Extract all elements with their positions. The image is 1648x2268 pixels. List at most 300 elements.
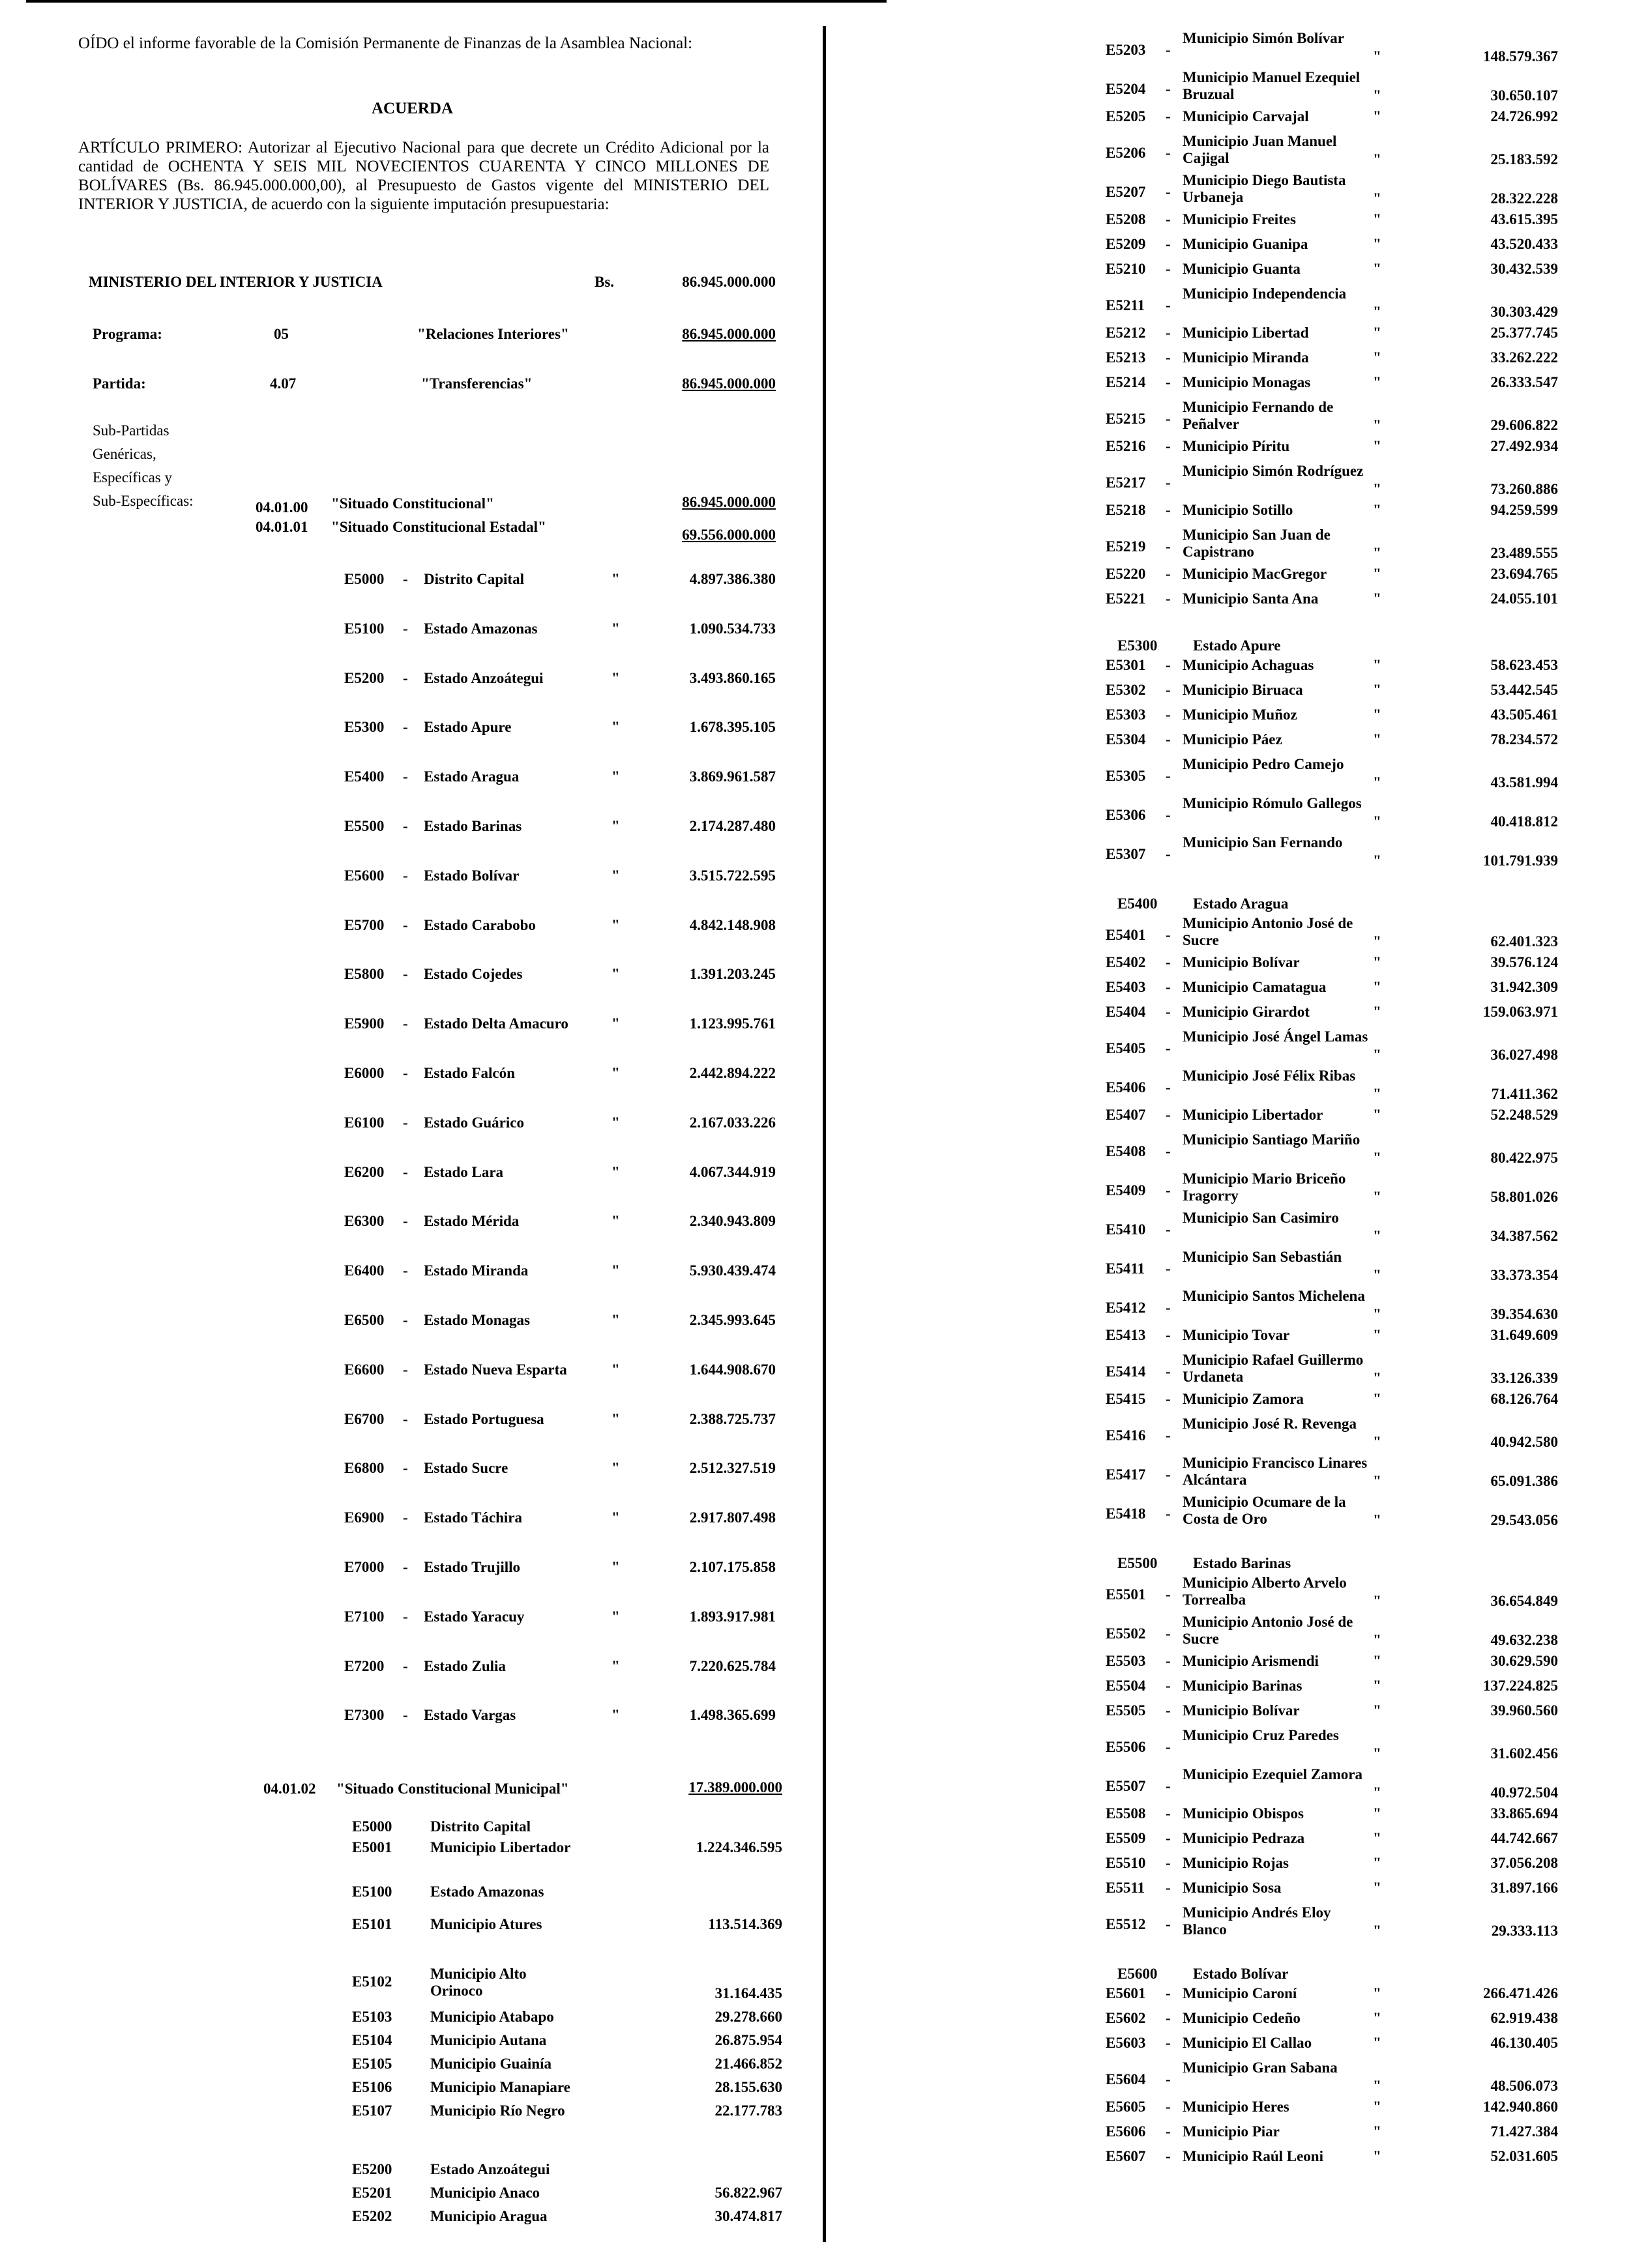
top-rule [26, 0, 887, 3]
e5105-code: E5105 [352, 2056, 392, 2072]
ditto-mark: " [1373, 1923, 1381, 1939]
municipio-amount: 30.629.590 [1490, 1653, 1558, 1669]
ditto-mark: " [1373, 190, 1381, 207]
municipio-name: Municipio Heres [1183, 2099, 1289, 2115]
municipio-name: Municipio MacGregor [1183, 566, 1327, 582]
municipio-code: E5305 [1106, 768, 1146, 784]
dash-separator: - [1166, 1107, 1171, 1123]
dash-separator: - [1166, 1625, 1171, 1642]
estado-name: Estado Mérida [424, 1213, 520, 1230]
estado-code: E5800 [344, 966, 385, 983]
e5001-amount: 1.224.346.595 [696, 1839, 782, 1855]
municipio-name: Municipio San Juan de Capistrano [1183, 527, 1331, 560]
dash-separator: - [1166, 2123, 1171, 2140]
e5001-code: E5001 [352, 1839, 392, 1855]
dash-separator: - [403, 1608, 408, 1625]
ditto-mark: " [1373, 108, 1381, 124]
estado-name: Estado Barinas [424, 818, 522, 834]
municipio-code: E5506 [1106, 1739, 1146, 1755]
ditto-mark: " [1373, 1745, 1381, 1762]
estado-code: E5300 [344, 719, 385, 736]
municipio-name: Municipio Miranda [1183, 349, 1309, 366]
e5202-amount: 30.474.817 [714, 2208, 782, 2224]
municipio-name: Municipio Sosa [1183, 1880, 1282, 1896]
dash-separator: - [403, 1460, 408, 1477]
ditto-mark: " [1373, 211, 1381, 227]
municipio-code: E5217 [1106, 474, 1146, 491]
municipio-name: Municipio Bolívar [1183, 954, 1300, 970]
ditto-mark: " [611, 1608, 620, 1625]
estado-amount: 2.340.943.809 [689, 1213, 776, 1230]
estado-name: Distrito Capital [424, 571, 524, 587]
estado-amount: 3.493.860.165 [689, 669, 776, 686]
dash-separator: - [403, 916, 408, 933]
e5202-code: E5202 [352, 2208, 392, 2224]
dash-separator: - [1166, 706, 1171, 723]
ditto-mark: " [1373, 1327, 1381, 1343]
estado-amount: 2.345.993.645 [689, 1312, 776, 1328]
dash-separator: - [1166, 2148, 1171, 2164]
sub-label-1: Sub-Partidas [93, 422, 169, 439]
municipio-amount: 37.056.208 [1490, 1855, 1558, 1871]
e5104-code: E5104 [352, 2032, 392, 2048]
dash-separator: - [403, 620, 408, 637]
dash-separator: - [1166, 1466, 1171, 1483]
dash-separator: - [1166, 261, 1171, 277]
municipio-code: E5218 [1106, 502, 1146, 518]
estado-amount: 1.123.995.761 [689, 1015, 776, 1032]
municipio-name: Municipio Pedraza [1183, 1830, 1305, 1846]
municipio-amount: 31.649.609 [1490, 1327, 1558, 1343]
estado-name: Estado Carabobo [424, 916, 536, 933]
ditto-mark: " [611, 719, 620, 736]
municipio-amount: 25.183.592 [1490, 151, 1558, 167]
ditto-mark: " [1373, 1189, 1381, 1205]
municipio-name: Municipio Muñoz [1183, 706, 1297, 723]
estado-name: Estado Táchira [424, 1509, 523, 1526]
estado-code: E6400 [344, 1262, 385, 1279]
section-code: E5500 [1117, 1555, 1158, 1571]
municipio-amount: 68.126.764 [1490, 1391, 1558, 1407]
dash-separator: - [403, 1559, 408, 1575]
municipio-amount: 52.031.605 [1490, 2148, 1558, 2164]
municipio-amount: 39.576.124 [1490, 954, 1558, 970]
ministerio-label: MINISTERIO DEL INTERIOR Y JUSTICIA [89, 274, 383, 290]
dash-separator: - [1166, 42, 1171, 58]
dash-separator: - [403, 966, 408, 983]
municipio-name: Municipio Andrés Eloy Blanco [1183, 1904, 1331, 1938]
municipio-code: E5603 [1106, 2035, 1146, 2051]
estado-code: E6000 [344, 1065, 385, 1081]
section-e5100-code: E5100 [352, 1883, 392, 1900]
dash-separator: - [1166, 768, 1171, 784]
ditto-mark: " [611, 1262, 620, 1279]
dash-separator: - [1166, 184, 1171, 200]
dash-separator: - [1166, 145, 1171, 161]
estado-code: E5500 [344, 818, 385, 834]
municipio-code: E5411 [1106, 1260, 1145, 1277]
dash-separator: - [1166, 297, 1171, 313]
e5104-amount: 26.875.954 [714, 2032, 782, 2048]
municipio-code: E5307 [1106, 846, 1146, 862]
dash-separator: - [403, 669, 408, 686]
estado-code: E5400 [344, 768, 385, 785]
oido-paragraph: OÍDO el informe favorable de la Comisión Permanente de Finanzas de la Asamblea Nacional: [78, 35, 693, 52]
estado-name: Estado Miranda [424, 1262, 529, 1279]
estado-code: E7100 [344, 1608, 385, 1625]
estado-name: Estado Apure [424, 719, 512, 736]
municipio-name: Municipio Santiago Mariño [1183, 1131, 1361, 1148]
section-e5100-name: Estado Amazonas [430, 1883, 544, 1900]
municipio-amount: 58.801.026 [1490, 1189, 1558, 1205]
ditto-mark: " [1373, 1678, 1381, 1694]
municipio-name: Municipio Simón Rodríguez [1183, 463, 1364, 479]
municipio-amount: 44.742.667 [1490, 1830, 1558, 1846]
ditto-mark: " [611, 1065, 620, 1081]
municipio-code: E5204 [1106, 81, 1146, 97]
municipio-name: Municipio Zamora [1183, 1391, 1304, 1407]
ditto-mark: " [1373, 1855, 1381, 1871]
e5105-name: Municipio Guainía [430, 2056, 552, 2072]
municipio-name: Municipio Pedro Camejo [1183, 756, 1344, 772]
s1-code: 04.01.00 [256, 499, 308, 516]
municipio-amount: 94.259.599 [1490, 502, 1558, 518]
municipio-code: E5212 [1106, 325, 1146, 341]
dash-separator: - [1166, 1805, 1171, 1822]
municipio-amount: 148.579.367 [1483, 48, 1558, 65]
municipio-name: Municipio José Ángel Lamas [1183, 1028, 1368, 1045]
estado-code: E5200 [344, 669, 385, 686]
dash-separator: - [403, 1312, 408, 1328]
municipio-name: Municipio Freites [1183, 211, 1296, 227]
estado-name: Estado Yaracuy [424, 1608, 525, 1625]
ditto-mark: " [1373, 2078, 1381, 2094]
municipio-code: E5503 [1106, 1653, 1146, 1669]
dash-separator: - [1166, 1327, 1171, 1343]
dash-separator: - [1166, 411, 1171, 427]
ditto-mark: " [1373, 1473, 1381, 1489]
ditto-mark: " [1373, 2010, 1381, 2026]
ditto-mark: " [1373, 1593, 1381, 1609]
sub-label-4: Sub-Específicas: [93, 493, 194, 509]
ditto-mark: " [1373, 1047, 1381, 1063]
dash-separator: - [1166, 731, 1171, 748]
municipio-amount: 33.126.339 [1490, 1370, 1558, 1386]
ditto-mark: " [1373, 374, 1381, 390]
municipio-amount: 142.940.860 [1483, 2099, 1558, 2115]
ditto-mark: " [611, 1163, 620, 1180]
municipio-code: E5607 [1106, 2148, 1146, 2164]
municipio-amount: 28.322.228 [1490, 190, 1558, 207]
municipio-name: Municipio El Callao [1183, 2035, 1312, 2051]
municipio-name: Municipio Guanipa [1183, 236, 1308, 252]
ditto-mark: " [611, 1657, 620, 1674]
section-name: Estado Aragua [1193, 895, 1289, 912]
estado-amount: 2.174.287.480 [689, 818, 776, 834]
section-name: Estado Barinas [1193, 1555, 1291, 1571]
programa-amount: 86.945.000.000 [682, 326, 776, 342]
municipio-code: E5414 [1106, 1363, 1146, 1380]
municipio-amount: 52.248.529 [1490, 1107, 1558, 1123]
column-divider [823, 26, 826, 2242]
municipio-code: E5221 [1106, 590, 1146, 607]
section-e5000-code: E5000 [352, 1818, 392, 1835]
municipio-amount: 43.581.994 [1490, 774, 1558, 791]
estado-code: E5100 [344, 620, 385, 637]
programa-label: Programa: [93, 326, 162, 342]
dash-separator: - [1166, 211, 1171, 227]
municipio-code: E5407 [1106, 1107, 1146, 1123]
estado-amount: 2.167.033.226 [689, 1114, 776, 1131]
municipio-code: E5415 [1106, 1391, 1146, 1407]
dash-separator: - [403, 1114, 408, 1131]
s2-amount: 69.556.000.000 [682, 527, 776, 543]
e5107-code: E5107 [352, 2102, 392, 2119]
municipio-name: Municipio Juan Manuel Cajigal [1183, 133, 1337, 166]
municipio-code: E5510 [1106, 1855, 1146, 1871]
estado-name: Estado Portuguesa [424, 1410, 544, 1427]
municipio-code: E5501 [1106, 1586, 1146, 1603]
dash-separator: - [1166, 538, 1171, 555]
municipio-amount: 29.543.056 [1490, 1512, 1558, 1528]
estado-amount: 5.930.439.474 [689, 1262, 776, 1279]
dash-separator: - [1166, 954, 1171, 970]
municipio-name: Municipio Páez [1183, 731, 1282, 748]
dash-separator: - [403, 1262, 408, 1279]
dash-separator: - [1166, 2035, 1171, 2051]
municipio-name: Municipio San Sebastián [1183, 1249, 1342, 1265]
estado-amount: 2.388.725.737 [689, 1410, 776, 1427]
estado-code: E6200 [344, 1163, 385, 1180]
municipio-code: E5303 [1106, 706, 1146, 723]
e5202-name: Municipio Aragua [430, 2208, 548, 2224]
dash-separator: - [1166, 1182, 1171, 1199]
estado-name: Estado Anzoátegui [424, 669, 544, 686]
dash-separator: - [403, 719, 408, 736]
municipio-name: Municipio Tovar [1183, 1327, 1290, 1343]
estado-amount: 7.220.625.784 [689, 1657, 776, 1674]
dash-separator: - [1166, 1778, 1171, 1794]
ditto-mark: " [1373, 236, 1381, 252]
municipio-amount: 29.333.113 [1491, 1923, 1558, 1939]
ditto-mark: " [1373, 151, 1381, 167]
municipio-code: E5214 [1106, 374, 1146, 390]
estado-name: Estado Vargas [424, 1707, 516, 1724]
e5103-name: Municipio Atabapo [430, 2009, 554, 2025]
dash-separator: - [1166, 846, 1171, 862]
dash-separator: - [1166, 1079, 1171, 1096]
dash-separator: - [1166, 1586, 1171, 1603]
estado-name: Estado Delta Amacuro [424, 1015, 568, 1032]
ditto-mark: " [1373, 1702, 1381, 1719]
e5101-code: E5101 [352, 1916, 392, 1932]
municipio-name: Municipio Antonio José de Sucre [1183, 915, 1353, 948]
municipio-code: E5404 [1106, 1004, 1146, 1020]
municipio-code: E5605 [1106, 2099, 1146, 2115]
dash-separator: - [1166, 1916, 1171, 1932]
municipio-amount: 62.919.438 [1490, 2010, 1558, 2026]
municipio-amount: 101.791.939 [1483, 852, 1558, 869]
dash-separator: - [1166, 1653, 1171, 1669]
ditto-mark: " [1373, 1391, 1381, 1407]
municipio-name: Municipio Alberto Arvelo Torrealba [1183, 1575, 1347, 1608]
municipio-name: Municipio Ocumare de la Costa de Oro [1183, 1494, 1346, 1527]
municipio-code: E5416 [1106, 1427, 1146, 1444]
municipio-code: E5413 [1106, 1327, 1146, 1343]
ditto-mark: " [1373, 87, 1381, 104]
municipio-amount: 33.262.222 [1490, 349, 1558, 366]
ditto-mark: " [1373, 2035, 1381, 2051]
ditto-mark: " [1373, 1434, 1381, 1450]
municipio-code: E5211 [1106, 297, 1145, 313]
estado-name: Estado Zulia [424, 1657, 506, 1674]
dash-separator: - [1166, 927, 1171, 943]
estado-name: Estado Trujillo [424, 1559, 521, 1575]
partida-name: "Transferencias" [421, 375, 533, 392]
section-e5200-code: E5200 [352, 2161, 392, 2177]
dash-separator: - [1166, 979, 1171, 995]
bs-label: Bs. [595, 274, 615, 290]
municipio-name: Municipio Antonio José de Sucre [1183, 1614, 1353, 1647]
ditto-mark: " [611, 620, 620, 637]
s3-name: "Situado Constitucional Municipal" [336, 1781, 569, 1797]
e5101-amount: 113.514.369 [708, 1916, 782, 1932]
municipio-name: Municipio Santos Michelena [1183, 1288, 1365, 1304]
e5103-code: E5103 [352, 2009, 392, 2025]
municipio-amount: 43.520.433 [1490, 236, 1558, 252]
municipio-amount: 62.401.323 [1490, 933, 1558, 950]
e5001-name: Municipio Libertador [430, 1839, 571, 1855]
e5201-amount: 56.822.967 [714, 2185, 782, 2201]
dash-separator: - [1166, 1143, 1171, 1159]
municipio-amount: 39.354.630 [1490, 1306, 1558, 1322]
municipio-name: Municipio Barinas [1183, 1678, 1302, 1694]
estado-code: E7200 [344, 1657, 385, 1674]
municipio-amount: 80.422.975 [1490, 1150, 1558, 1166]
municipio-name: Municipio Achaguas [1183, 657, 1314, 673]
municipio-name: Municipio Cedeño [1183, 2010, 1301, 2026]
ditto-mark: " [1373, 1306, 1381, 1322]
estado-amount: 2.442.894.222 [689, 1065, 776, 1081]
dash-separator: - [1166, 1363, 1171, 1380]
dash-separator: - [1166, 682, 1171, 698]
dash-separator: - [1166, 325, 1171, 341]
municipio-name: Municipio Simón Bolívar [1183, 30, 1344, 46]
dash-separator: - [1166, 1505, 1171, 1522]
municipio-name: Municipio Francisco Linares Alcántara [1183, 1455, 1368, 1488]
programa-code: 05 [274, 326, 289, 342]
section-e5200-name: Estado Anzoátegui [430, 2161, 550, 2177]
municipio-code: E5207 [1106, 184, 1146, 200]
municipio-code: E5417 [1106, 1466, 1146, 1483]
municipio-name: Municipio Monagas [1183, 374, 1311, 390]
ditto-mark: " [1373, 304, 1381, 320]
municipio-code: E5203 [1106, 42, 1146, 58]
section-e5000-name: Distrito Capital [430, 1818, 531, 1835]
municipio-amount: 53.442.545 [1490, 682, 1558, 698]
municipio-amount: 36.654.849 [1490, 1593, 1558, 1609]
municipio-code: E5505 [1106, 1702, 1146, 1719]
articulo-paragraph: ARTÍCULO PRIMERO: Autorizar al Ejecutivo Nacional para que decrete un Crédito Adicional por la cantidad de OCHENTA Y SEIS MIL NOVECIENTOS CUARENTA Y CINCO MILLONES DE BOLÍVARES (Bs. 86.945.000.000,00), al Presupuesto de Gastos vigente del MINISTERIO DEL INTERIOR Y JUSTICIA, de acuerdo con la siguiente imputación presupuestaria: [78, 139, 769, 213]
sub-label-2: Genéricas, [93, 446, 156, 462]
municipio-amount: 30.432.539 [1490, 261, 1558, 277]
municipio-name: Municipio Rómulo Gallegos [1183, 795, 1362, 811]
municipio-name: Municipio San Casimiro [1183, 1210, 1339, 1226]
e5106-amount: 28.155.630 [714, 2079, 782, 2095]
municipio-code: E5302 [1106, 682, 1146, 698]
ditto-mark: " [1373, 682, 1381, 698]
municipio-amount: 40.972.504 [1490, 1784, 1558, 1801]
municipio-amount: 71.411.362 [1491, 1086, 1558, 1102]
municipio-code: E5409 [1106, 1182, 1146, 1199]
ditto-mark: " [611, 1707, 620, 1724]
municipio-code: E5301 [1106, 657, 1146, 673]
municipio-amount: 40.942.580 [1490, 1434, 1558, 1450]
municipio-code: E5408 [1106, 1143, 1146, 1159]
municipio-name: Municipio Rafael Guillermo Urdaneta [1183, 1352, 1364, 1385]
municipio-name: Municipio Rojas [1183, 1855, 1289, 1871]
e5105-amount: 21.466.852 [714, 2056, 782, 2072]
e5201-name: Municipio Anaco [430, 2185, 540, 2201]
ditto-mark: " [1373, 979, 1381, 995]
dash-separator: - [1166, 1221, 1171, 1238]
municipio-code: E5602 [1106, 2010, 1146, 2026]
dash-separator: - [403, 1163, 408, 1180]
municipio-name: Municipio Manuel Ezequiel Bruzual [1183, 69, 1361, 102]
ditto-mark: " [1373, 1150, 1381, 1166]
estado-name: Estado Sucre [424, 1460, 508, 1477]
municipio-code: E5306 [1106, 807, 1146, 823]
estado-code: E6900 [344, 1509, 385, 1526]
estado-name: Estado Guárico [424, 1114, 524, 1131]
municipio-code: E5210 [1106, 261, 1146, 277]
estado-name: Estado Bolívar [424, 867, 520, 884]
dash-separator: - [1166, 1880, 1171, 1896]
estado-name: Estado Cojedes [424, 966, 523, 983]
estado-code: E5700 [344, 916, 385, 933]
ditto-mark: " [1373, 325, 1381, 341]
ditto-mark: " [1373, 566, 1381, 582]
municipio-name: Municipio Sotillo [1183, 502, 1293, 518]
municipio-name: Municipio Caroní [1183, 1985, 1297, 2001]
municipio-name: Municipio José Félix Ribas [1183, 1068, 1356, 1084]
dash-separator: - [1166, 349, 1171, 366]
section-code: E5600 [1117, 1966, 1158, 1982]
ditto-mark: " [1373, 1086, 1381, 1102]
ditto-mark: " [1373, 502, 1381, 518]
partida-amount: 86.945.000.000 [682, 375, 776, 392]
municipio-name: Municipio Obispos [1183, 1805, 1304, 1822]
municipio-amount: 58.623.453 [1490, 657, 1558, 673]
ditto-mark: " [1373, 1830, 1381, 1846]
municipio-code: E5405 [1106, 1040, 1146, 1056]
municipio-code: E5219 [1106, 538, 1146, 555]
e5107-amount: 22.177.783 [714, 2102, 782, 2119]
municipio-code: E5216 [1106, 438, 1146, 454]
municipio-code: E5604 [1106, 2071, 1146, 2087]
municipio-code: E5402 [1106, 954, 1146, 970]
ditto-mark: " [611, 571, 620, 587]
s2-code: 04.01.01 [256, 519, 308, 535]
municipio-name: Municipio Píritu [1183, 438, 1290, 454]
dash-separator: - [403, 1361, 408, 1378]
municipio-name: Municipio Libertador [1183, 1107, 1323, 1123]
estado-amount: 1.678.395.105 [689, 719, 776, 736]
ditto-mark: " [1373, 438, 1381, 454]
estado-name: Estado Nueva Esparta [424, 1361, 567, 1378]
estado-name: Estado Aragua [424, 768, 520, 785]
municipio-name: Municipio Arismendi [1183, 1653, 1319, 1669]
